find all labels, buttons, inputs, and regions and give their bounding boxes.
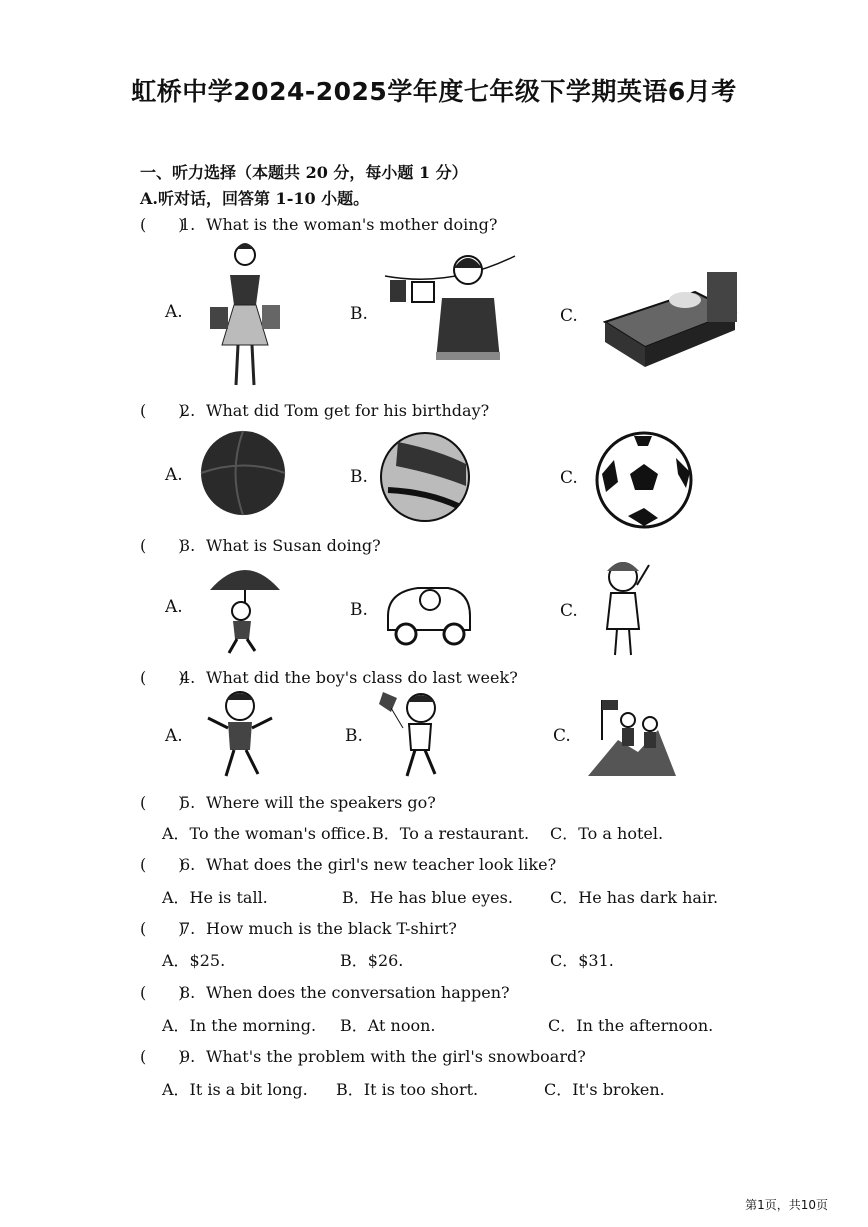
section-subheading: A.听对话，回答第 1-10 小题。 — [140, 189, 370, 208]
option-label: C. — [560, 306, 578, 326]
option-label: A. — [165, 597, 183, 617]
option-a[interactable]: A．$25. — [162, 951, 226, 970]
question-text: What's the problem with the girl's snowboard? — [206, 1047, 586, 1066]
option-b[interactable]: B．At noon. — [340, 1016, 436, 1035]
option-a[interactable]: A．To the woman's office. — [162, 824, 371, 843]
question-text: Where will the speakers go? — [206, 793, 436, 812]
girl-waving-picture — [595, 555, 655, 660]
option-a[interactable]: A．It is a bit long. — [162, 1080, 308, 1099]
question-4: ( )4. What did the boy's class do last week? — [140, 665, 518, 688]
option-label: C. — [560, 601, 578, 621]
question-1: ( )1. What is the woman's mother doing? — [140, 212, 497, 235]
question-text: What did the boy's class do last week? — [206, 668, 518, 687]
question-text: What is the woman's mother doing? — [206, 215, 498, 234]
option-b[interactable]: B．He has blue eyes. — [342, 888, 513, 907]
dog-in-car-picture — [378, 572, 478, 652]
volleyball-picture — [378, 430, 473, 525]
question-2: ( )2. What did Tom get for his birthday? — [140, 398, 489, 421]
soccer-ball-picture — [594, 430, 694, 530]
option-b[interactable]: B．To a restaurant. — [372, 824, 530, 843]
option-label: A. — [165, 302, 183, 322]
option-label: B. — [350, 600, 368, 620]
answer-blank[interactable]: ( ) — [140, 215, 185, 234]
kids-dancing-picture — [200, 688, 280, 780]
question-text: How much is the black T-shirt? — [206, 919, 457, 938]
option-label: B. — [345, 726, 363, 746]
question-text: When does the conversation happen? — [206, 983, 510, 1002]
answer-blank[interactable]: ( ) — [140, 536, 185, 555]
girl-hanging-clothes-picture — [380, 248, 520, 378]
question-6: ( )6. What does the girl's new teacher look like? — [140, 852, 556, 875]
answer-blank[interactable]: ( ) — [140, 855, 185, 874]
option-c[interactable]: C．$31. — [550, 951, 614, 970]
option-a[interactable]: A．In the morning. — [162, 1016, 317, 1035]
option-label: A. — [165, 726, 183, 746]
question-text: What did Tom get for his birthday? — [206, 401, 490, 420]
option-b[interactable]: B．It is too short. — [336, 1080, 479, 1099]
option-label: A. — [165, 465, 183, 485]
option-c[interactable]: C．In the afternoon. — [548, 1016, 714, 1035]
page-title: 虹桥中学2024-2025学年度七年级下学期英语6月考 — [131, 77, 737, 106]
answer-blank[interactable]: ( ) — [140, 793, 185, 812]
question-text: What does the girl's new teacher look like? — [206, 855, 557, 874]
woman-shopping-picture — [200, 235, 290, 390]
question-text: What is Susan doing? — [206, 536, 381, 555]
question-7: ( )7. How much is the black T-shirt? — [140, 916, 457, 939]
option-label: B. — [350, 467, 368, 487]
bed-picture — [595, 262, 745, 372]
section-heading: 一、听力选择（本题共 20 分，每小题 1 分） — [140, 163, 468, 182]
question-8: ( )8. When does the conversation happen? — [140, 980, 510, 1003]
boy-with-umbrella-picture — [205, 555, 285, 655]
question-5: ( )5. Where will the speakers go? — [140, 790, 436, 813]
option-b[interactable]: B．$26. — [340, 951, 404, 970]
option-label: C. — [553, 726, 571, 746]
kids-climbing-mountain-picture — [588, 690, 676, 778]
option-a[interactable]: A．He is tall. — [162, 888, 268, 907]
answer-blank[interactable]: ( ) — [140, 668, 185, 687]
option-c[interactable]: C．To a hotel. — [550, 824, 664, 843]
boy-flying-kite-picture — [375, 688, 445, 780]
option-c[interactable]: C．It's broken. — [544, 1080, 665, 1099]
answer-blank[interactable]: ( ) — [140, 919, 185, 938]
question-9: ( )9. What's the problem with the girl's snowboard? — [140, 1044, 586, 1067]
answer-blank[interactable]: ( ) — [140, 1047, 185, 1066]
answer-blank[interactable]: ( ) — [140, 401, 185, 420]
question-3: ( )3. What is Susan doing? — [140, 533, 381, 556]
answer-blank[interactable]: ( ) — [140, 983, 185, 1002]
page-footer: 第1页，共10页 — [745, 1198, 828, 1212]
basketball-picture — [198, 428, 288, 518]
option-label: C. — [560, 468, 578, 488]
option-label: B. — [350, 304, 368, 324]
option-c[interactable]: C．He has dark hair. — [550, 888, 719, 907]
